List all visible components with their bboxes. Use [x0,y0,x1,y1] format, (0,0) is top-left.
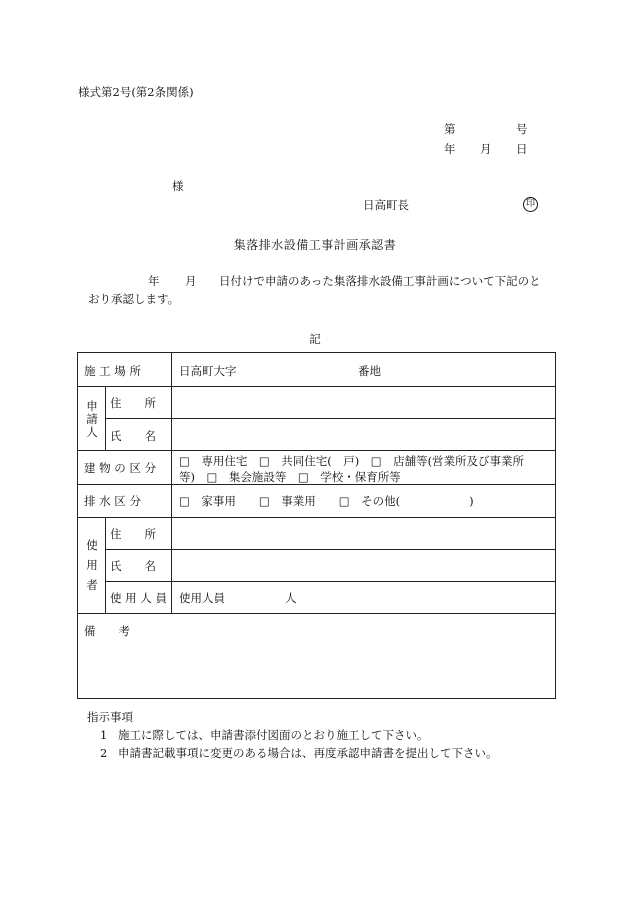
site-banchi: 番地 [358,364,381,378]
document-title: 集落排水設備工事計画承認書 [233,238,397,252]
date-month: 月 [480,142,492,156]
row-divider [105,549,555,550]
drainage-options: □ 家事用 □ 事業用 □ その他( ) [179,494,474,508]
row-divider [78,613,555,614]
row-divider [78,386,555,387]
building-options-line1: □ 専用住宅 □ 共同住宅( 戸) □ 店舗等(営業所及び事業所 [179,454,525,468]
user-count-label: 使 用 人 員 [110,591,167,605]
user-count-suffix: 人 [285,591,297,605]
instruction-number: 2 [100,746,108,760]
row-divider [105,418,555,419]
number-suffix: 号 [516,122,528,136]
seal-mark: 印 [523,197,538,212]
body-month: 月 [185,274,197,288]
instruction-number: 1 [100,728,108,742]
row-divider [78,517,555,518]
site-label: 施 工 場 所 [84,364,141,378]
form-identifier: 様式第2号(第2条関係) [78,85,194,99]
instruction-text: 施工に際しては、申請書添付図面のとおり施工して下さい。 [118,728,429,742]
ki-heading: 記 [309,332,321,346]
column-divider [171,353,172,613]
application-table [77,352,556,699]
applicant-label: 申 請 人 [86,399,98,440]
user-label: 使 用 者 [86,538,98,593]
body-line-2: おり承認します。 [88,292,180,306]
issuer-name: 日高町長 [363,198,409,212]
site-value: 日高町大字 [179,364,237,378]
instruction-text: 申請書記載事項に変更のある場合は、再度承認申請書を提出して下さい。 [118,746,498,760]
row-divider [105,581,555,582]
building-label: 建 物 の 区 分 [84,461,157,475]
addressee-honorific: 様 [172,179,184,193]
applicant-name-label: 氏 名 [110,429,156,443]
applicant-address-label: 住 所 [110,396,156,410]
number-prefix: 第 [444,122,456,136]
instruction-item [100,745,498,761]
user-count-prefix: 使用人員 [179,591,225,605]
drainage-label: 排 水 区 分 [84,494,141,508]
column-divider [105,386,106,450]
date-year: 年 [444,142,456,156]
remarks-label: 備 考 [84,624,130,638]
user-address-label: 住 所 [110,527,156,541]
user-name-label: 氏 名 [110,559,156,573]
body-year: 年 [148,274,160,288]
column-divider [105,517,106,613]
building-options-line2: 等) □ 集会施設等 □ 学校・保育所等 [179,470,401,484]
body-line-1 [0,273,630,289]
body-text-1: 日付けで申請のあった集落排水設備工事計画について下記のと [219,274,541,288]
row-divider [78,450,555,451]
instructions-title: 指示事項 [87,710,133,724]
date-day: 日 [516,142,528,156]
instruction-item [100,727,429,743]
